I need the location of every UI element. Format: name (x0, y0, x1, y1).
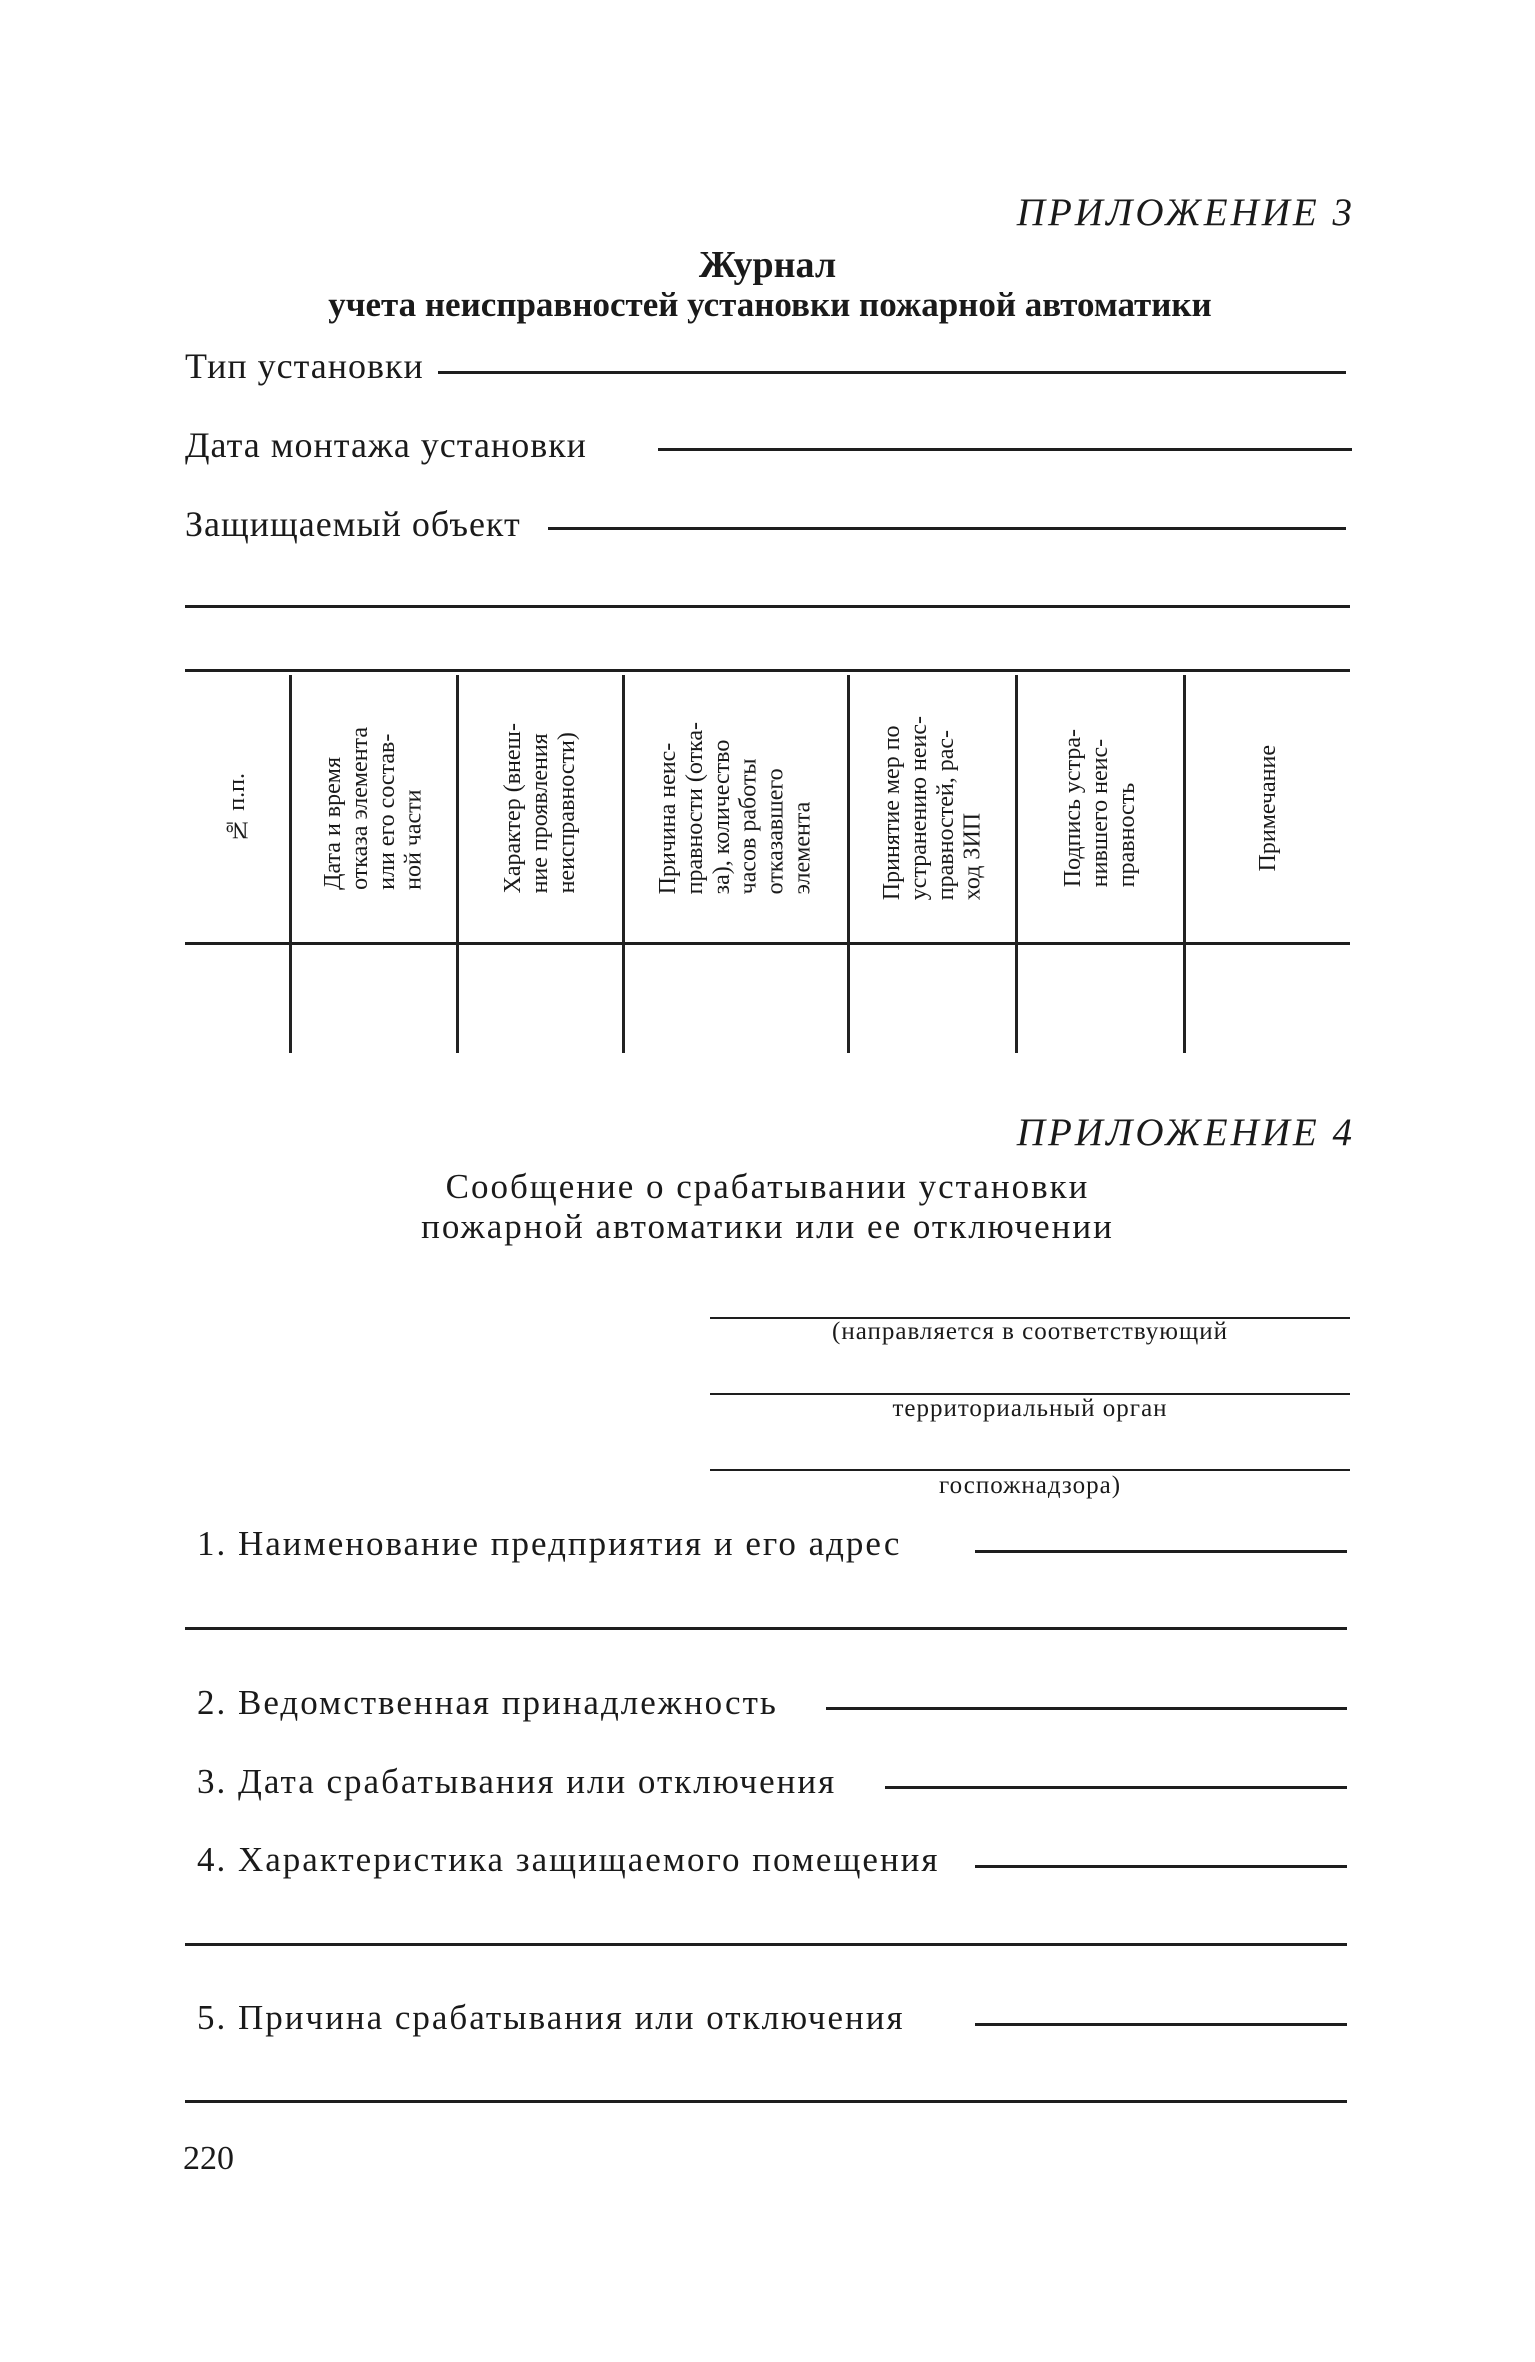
page-number: 220 (183, 2140, 234, 2177)
address-note-3: госпожнадзора) (938, 1472, 1122, 1499)
address-note-2: территориальный орган (892, 1395, 1168, 1422)
item-3-line (885, 1786, 1347, 1789)
item-1-line-continued (185, 1627, 1347, 1630)
address-line-3 (710, 1469, 1350, 1471)
message-title-line-2: пожарной автоматики или ее отключении (421, 1207, 1114, 1246)
field-line-blank (185, 605, 1350, 608)
appendix-4-heading: ПРИЛОЖЕНИЕ 4 (1016, 1111, 1355, 1154)
table-header-cause: Причина неис- правности (отка- за), количество часов работы отказавшего элемента (655, 721, 816, 895)
item-5-label: 5. Причина срабатывания или отключения (197, 1998, 905, 2037)
item-2-label: 2. Ведомственная принадлежность (197, 1683, 778, 1722)
item-1-label: 1. Наименование предприятия и его адрес (197, 1524, 902, 1563)
message-title-line-1: Сообщение о срабатывании установки (445, 1167, 1090, 1206)
field-label-protected-object: Защищаемый объект (185, 504, 521, 544)
journal-title: Журнал (698, 244, 837, 286)
field-line-installation-type (438, 371, 1346, 374)
field-label-installation-type: Тип установки (185, 346, 424, 386)
field-line-protected-object (548, 527, 1346, 530)
field-line-mount-date (658, 448, 1352, 451)
item-5-line-continued (185, 2100, 1347, 2103)
item-2-line (826, 1707, 1347, 1710)
journal-subtitle: учета неисправностей установки пожарной автоматики (328, 285, 1212, 324)
item-3-label: 3. Дата срабатывания или отключения (197, 1762, 837, 1801)
table-header-number: № п.п. (223, 773, 250, 843)
table-header-character: Характер (внеш- ние проявления неисправности) (500, 722, 580, 894)
table-top-rule (185, 669, 1350, 672)
table-header-rule (185, 942, 1350, 945)
table-header-signature: Подпись устра- нившего неис- правность (1060, 728, 1140, 888)
item-4-label: 4. Характеристика защищаемого помещения (197, 1840, 940, 1879)
appendix-3-heading: ПРИЛОЖЕНИЕ 3 (1016, 191, 1355, 234)
table-header-date-time: Дата и время отказа элемента или его состав- ной части (320, 726, 427, 890)
table-header-measures: Принятие мер по устранению неис- правностей, рас- ход ЗИП (878, 715, 986, 901)
item-1-line (975, 1550, 1347, 1553)
address-note-1: (направляется в соответствующий (832, 1318, 1228, 1345)
field-label-mount-date: Дата монтажа установки (185, 425, 587, 465)
item-5-line (975, 2023, 1347, 2026)
item-4-line (975, 1865, 1347, 1868)
item-4-line-continued (185, 1943, 1347, 1946)
table-header-note: Примечание (1254, 744, 1281, 872)
